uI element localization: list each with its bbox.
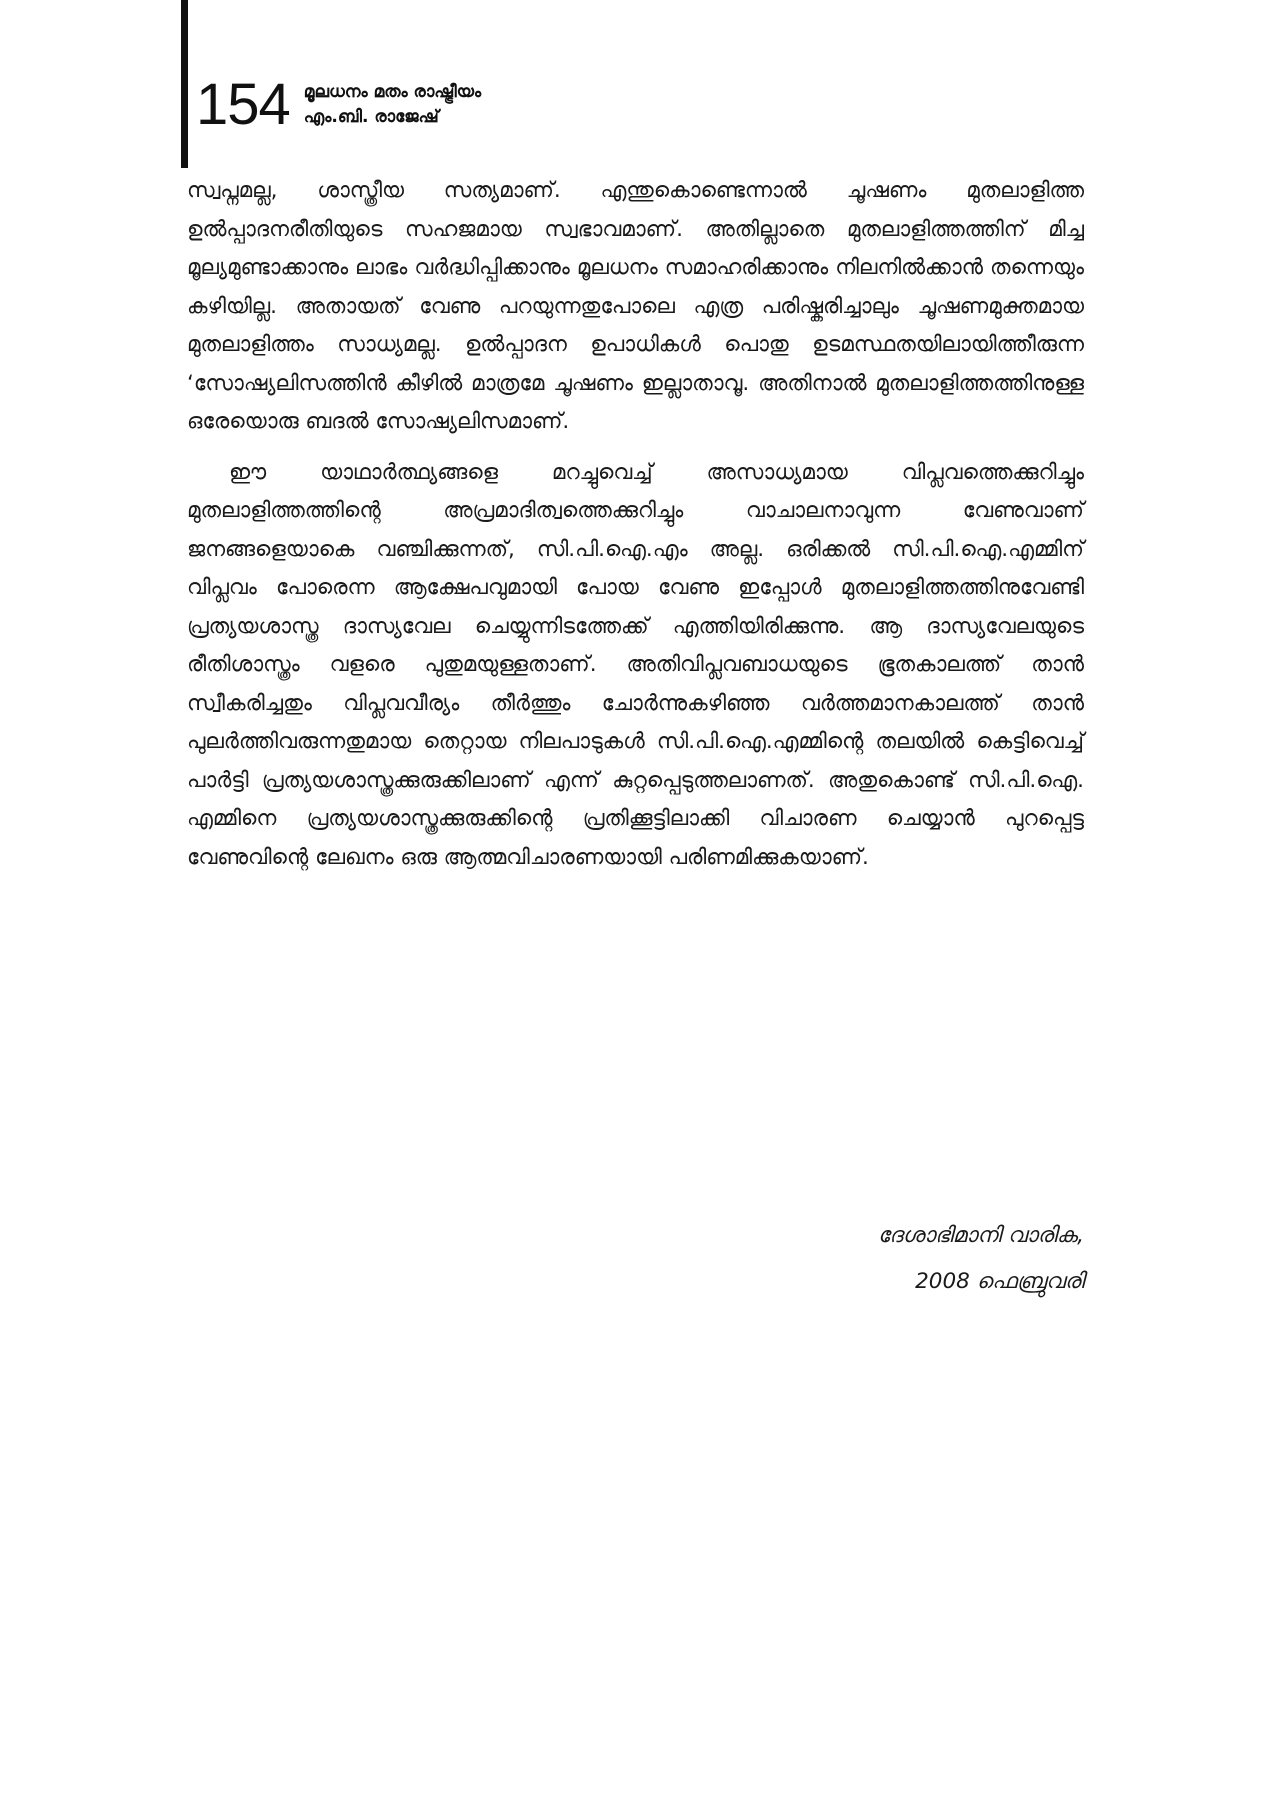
book-title: മൂലധനം മതം രാഷ്ട്രീയം [303,82,482,102]
page-number: 154 [196,72,290,137]
body-text [187,172,1084,877]
page-header [196,70,481,140]
book-author: എം.ബി. രാജേഷ് [303,107,439,127]
paragraph-1: സ്വപ്നമല്ല, ശാസ്ത്രീയ സത്യമാണ്. എന്തുകൊണ്ടെന്നാൽ ചൂഷണം മുതലാളിത്ത ഉൽപ്പാദനരീതിയുടെ സഹജമായ സ്വഭാവമാണ്. അതില്ലാതെ മുതലാളിത്തത്തിന് മിച്ച മൂല്യമുണ്ടാക്കാനും ലാഭം വർദ്ധിപ്പിക്കാനും മൂലധനം സമാഹരിക്കാനും നിലനിൽക്കാൻ തന്നെയും കഴിയില്ല. അതായത് വേണു പറയുന്നതുപോലെ എത്ര പരിഷ്കരിച്ചാലും ചൂഷണമുക്തമായ മുതലാളിത്തം സാധ്യമല്ല. ഉൽപ്പാദന ഉപാധികൾ പൊതു ഉടമസ്ഥതയിലായിത്തീരുന്ന ‘സോഷ്യലിസത്തിൻ കീഴിൽ മാത്രമേ ചൂഷണം ഇല്ലാതാവൂ. അതിനാൽ മുതലാളിത്തത്തിനുള്ള ഒരേയൊരു ബദൽ സോഷ്യലിസമാണ്. [187,178,1084,434]
source-credit [878,1213,1084,1305]
credit-publication: ദേശാഭിമാനി വാരിക, [877,1223,1084,1248]
credit-date: 2008 ഫെബ്രുവരി [915,1269,1084,1294]
header-rule [181,0,188,168]
book-info [304,80,481,130]
paragraph-2: ഈ യാഥാർത്ഥ്യങ്ങളെ മറച്ചുവെച്ച് അസാധ്യമായ വിപ്ലവത്തെക്കുറിച്ചും മുതലാളിത്തത്തിന്റെ അപ്രമാദിത്വത്തെക്കുറിച്ചും വാചാലനാവുന്ന വേണുവാണ് ജനങ്ങളെയാകെ വഞ്ചിക്കുന്നത്, സി.പി.ഐ.എം അല്ല. ഒരിക്കൽ സി.പി.ഐ.എമ്മിന് വിപ്ലവം പോരെന്ന ആക്ഷേപവുമായി പോയ വേണു ഇപ്പോൾ മുതലാളിത്തത്തിനുവേണ്ടി പ്രത്യയശാസ്ത്ര ദാസ്യവേല ചെയ്യുന്നിടത്തേക്ക് എത്തിയിരിക്കുന്നു. ആ ദാസ്യവേലയുടെ രീതിശാസ്ത്രം വളരെ പുതുമയുള്ളതാണ്. അതിവിപ്ലവബാധയുടെ ഭൂതകാലത്ത് താൻ സ്വീകരിച്ചതും വിപ്ലവവീര്യം തീർത്തും ചോർന്നുകഴിഞ്ഞ വർത്തമാനകാലത്ത് താൻ പുലർത്തിവരുന്നതുമായ തെറ്റായ നിലപാടുകൾ സി.പി.ഐ.എമ്മിന്റെ തലയിൽ കെട്ടിവെച്ച് പാർട്ടി പ്രത്യയശാസ്ത്രക്കുരുക്കിലാണ് എന്ന് കുറ്റപ്പെടുത്തലാണത്. അതുകൊണ്ട് സി.പി.ഐ. എമ്മിനെ പ്രത്യയശാസ്ത്രക്കുരുക്കിന്റെ പ്രതിക്കൂട്ടിലാക്കി വിചാരണ ചെയ്യാൻ പുറപ്പെട്ട വേണുവിന്റെ ലേഖനം ഒരു ആത്മവിചാരണയായി പരിണമിക്കുകയാണ്. [187,459,1084,870]
